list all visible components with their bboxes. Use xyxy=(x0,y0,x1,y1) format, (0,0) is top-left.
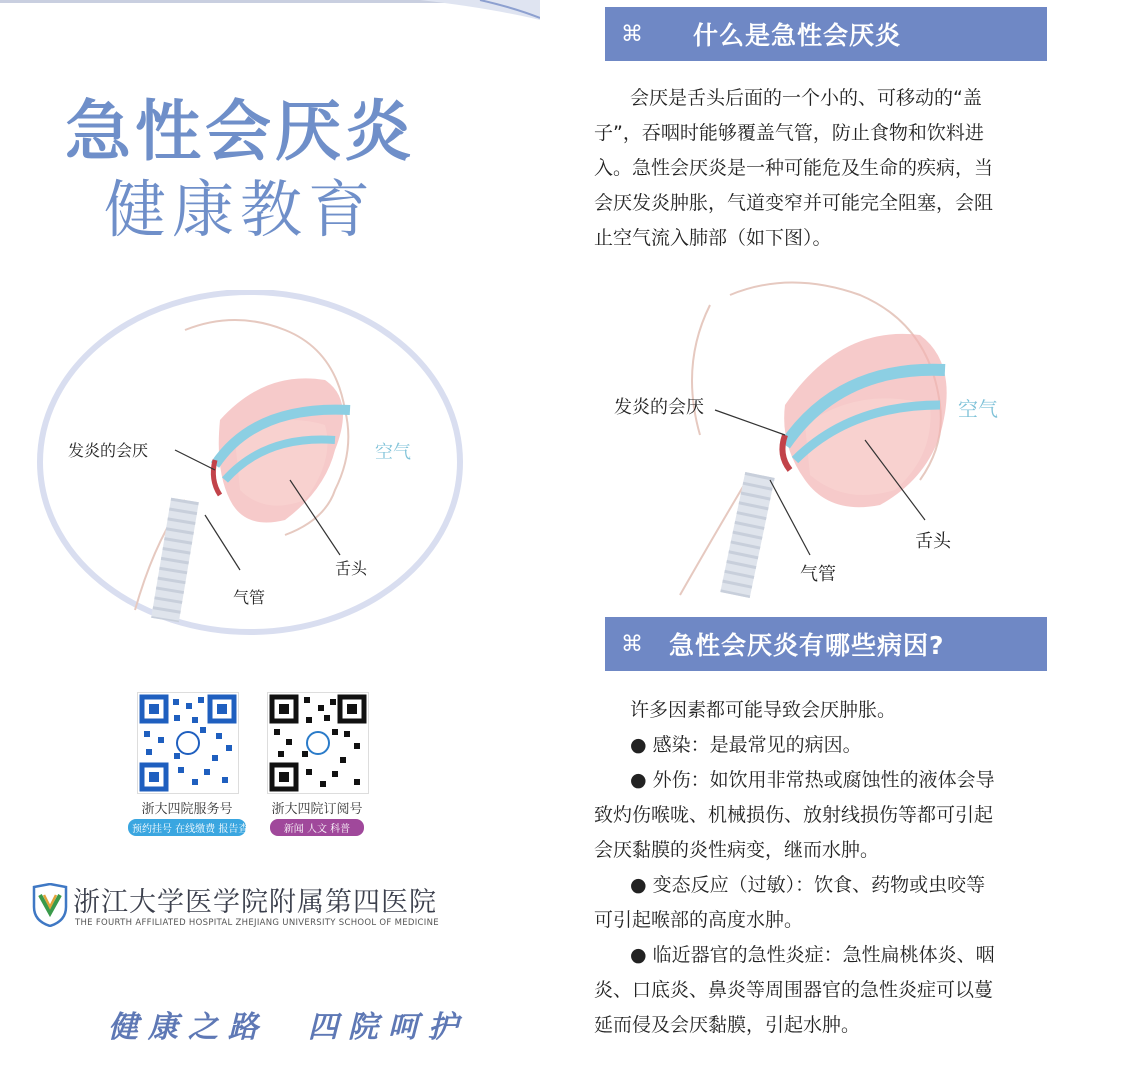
label-air: 空气 xyxy=(375,442,411,463)
bullet-allergy: ● 变态反应（过敏）：饮食、药物或虫咬等 xyxy=(630,874,986,896)
hospital-name-en: THE FOURTH AFFILIATED HOSPITAL ZHEJIANG UNIVERSITY SCHOOL OF MEDICINE xyxy=(75,918,439,928)
paragraph-line: 可引起喉部的高度水肿。 xyxy=(594,909,804,931)
bullet-adjacent-inflammation: ● 临近器官的急性炎症：急性扁桃体炎、咽 xyxy=(630,944,995,966)
paragraph-line: 致灼伤喉咙、机械损伤、放射线损伤等都可引起 xyxy=(594,804,994,826)
bullet-trauma: ● 外伤：如饮用非常热或腐蚀性的液体会导 xyxy=(630,769,995,791)
paragraph-line: 会厌是舌头后面的一个小的、可移动的“盖 xyxy=(630,87,982,109)
page-subtitle: 健康教育 xyxy=(103,173,376,246)
paragraph-line: 许多因素都可能导致会厌肿胀。 xyxy=(630,699,897,721)
qr-caption-service: 浙大四院服务号 xyxy=(141,802,233,817)
qr-tag-subscription: 新闻 人文 科普 xyxy=(270,819,364,836)
label-trachea: 气管 xyxy=(233,588,266,607)
qr-tag-service: 预约挂号 在线缴费 报告查询 xyxy=(128,819,246,836)
paragraph-line: 会厌黏膜的炎性病变，继而水肿。 xyxy=(594,839,880,861)
qr-caption-subscription: 浙大四院订阅号 xyxy=(271,802,363,817)
hospital-shield-icon xyxy=(32,883,68,927)
qr-block-subscription xyxy=(252,692,382,836)
corner-decoration xyxy=(420,0,540,24)
paragraph-causes xyxy=(594,693,1034,1043)
qr-code-service-icon[interactable] xyxy=(137,692,239,794)
paragraph-line: 止空气流入肺部（如下图）。 xyxy=(594,227,832,249)
paragraph-line: 炎、口底炎、鼻炎等周围器官的急性炎症可以蔓 xyxy=(594,979,994,1001)
section-header-what-is xyxy=(605,7,1047,61)
bullet-infection: ● 感染：是最常见的病因。 xyxy=(630,734,862,756)
qr-block-service xyxy=(122,692,259,836)
hospital-name: 浙江大学医学院附属第四医院 xyxy=(73,887,437,918)
qr-code-subscription-icon[interactable] xyxy=(267,692,369,794)
paragraph-definition xyxy=(594,81,1034,256)
command-icon: ⌘ xyxy=(621,21,643,47)
slogan: 健康之路 四院呵护 xyxy=(108,1010,468,1045)
section-header-causes xyxy=(605,617,1047,671)
section-title-what-is: 什么是急性会厌炎 xyxy=(693,21,902,50)
label-trachea: 气管 xyxy=(800,564,836,585)
paragraph-line: 子”，吞咽时能够覆盖气管，防止食物和饮料进 xyxy=(594,122,984,144)
label-inflamed-epiglottis: 发炎的会厌 xyxy=(614,397,704,418)
page-title: 急性会厌炎 xyxy=(65,93,415,170)
command-icon: ⌘ xyxy=(621,631,643,657)
paragraph-line: 入。急性会厌炎是一种可能危及生命的疾病，当 xyxy=(594,157,994,179)
paragraph-line: 会厌发炎肿胀，气道变窄并可能完全阻塞，会阻 xyxy=(594,192,994,214)
section-title-causes: 急性会厌炎有哪些病因? xyxy=(669,631,945,660)
label-tongue: 舌头 xyxy=(915,531,951,552)
paragraph-line: 延而侵及会厌黏膜，引起水肿。 xyxy=(594,1014,861,1036)
label-air: 空气 xyxy=(958,397,998,421)
throat-illustration-right xyxy=(640,265,1040,600)
label-inflamed-epiglottis: 发炎的会厌 xyxy=(68,441,149,460)
label-tongue: 舌头 xyxy=(335,559,368,578)
